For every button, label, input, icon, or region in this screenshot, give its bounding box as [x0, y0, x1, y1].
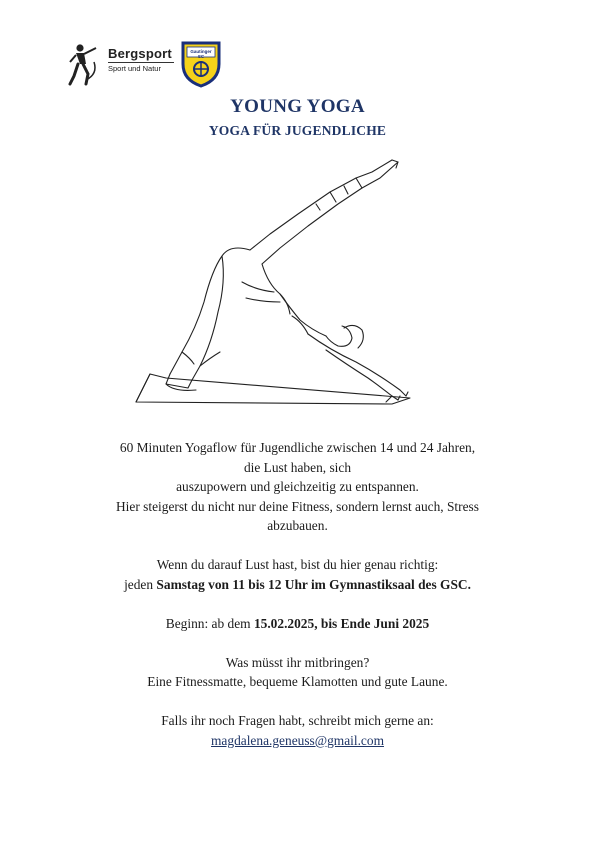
bring-list: Eine Fitnessmatte, bequeme Klamotten und gute Laune.	[147, 674, 448, 689]
crest-label-line1: Gautinger	[190, 49, 212, 54]
description-line: Hier steigerst du nicht nur deine Fitness, sondern lernst auch, Stress	[116, 498, 479, 514]
description-line: abzubauen.	[267, 518, 328, 533]
schedule-line	[0, 575, 595, 595]
spacer	[0, 536, 595, 556]
description-line: auszupowern und gleichzeitig zu entspannen.	[176, 479, 419, 494]
bergsport-title: Bergsport	[108, 46, 172, 61]
page-subtitle: YOGA FÜR JUGENDLICHE	[208, 123, 387, 138]
yoga-pose-illustration-icon	[130, 152, 420, 412]
crest-label-line2: SC	[197, 54, 205, 59]
bergsport-subtitle: Sport und Natur	[108, 62, 174, 73]
description-block	[0, 438, 595, 750]
description-line: 60 Minuten Yogaflow für Jugendliche zwischen 14 und 24 Jahren,	[119, 440, 476, 455]
page-title: YOUNG YOGA	[230, 96, 365, 117]
contact-intro: Falls ihr noch Fragen habt, schreibt mich gerne an:	[161, 713, 434, 728]
spacer	[0, 594, 595, 614]
email-link[interactable]: magdalena.geneuss@gmail.com	[211, 732, 384, 748]
schedule-prefix: jeden	[124, 576, 157, 592]
start-prefix: Beginn: ab dem	[165, 615, 254, 631]
spacer	[0, 633, 595, 653]
gautinger-sc-crest-icon	[180, 40, 222, 88]
start-date: 15.02.2025, bis Ende Juni 2025	[253, 615, 430, 631]
start-date-line	[0, 614, 595, 634]
schedule-intro: Wenn du darauf Lust hast, bist du hier genau richtig:	[156, 557, 439, 572]
spacer	[0, 692, 595, 712]
contact-line	[0, 731, 595, 751]
crest-label	[186, 49, 216, 59]
description-line: die Lust haben, sich	[243, 459, 352, 475]
schedule-suffix: .	[467, 576, 471, 592]
schedule-time: Samstag von 11 bis 12 Uhr im Gymnastiksaal des GSC	[156, 576, 468, 592]
bring-question: Was müsst ihr mitbringen?	[225, 654, 370, 670]
